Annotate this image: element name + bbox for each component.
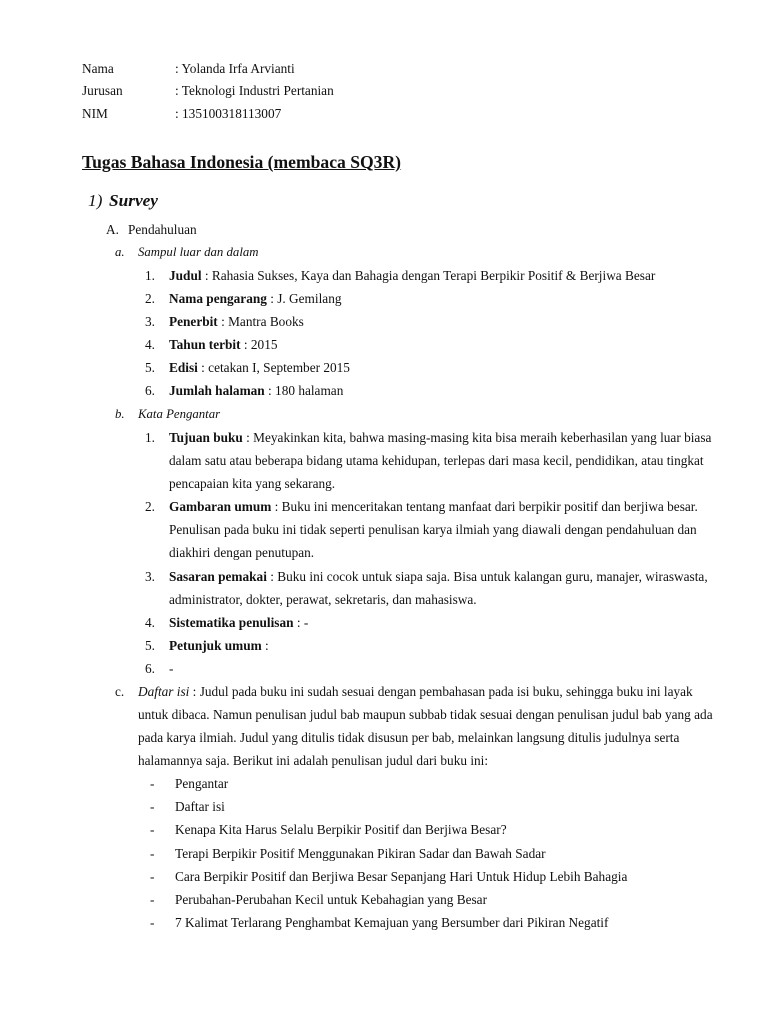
toc-list-item: 7 Kalimat Terlarang Penghambat Kemajuan yang Bersumber dari Pikiran Negatif bbox=[175, 915, 609, 930]
toc-list-item: Cara Berpikir Positif dan Berjiwa Besar Sepanjang Hari Untuk Hidup Lebih Bahagia bbox=[175, 869, 628, 884]
cover-item-number: 6. bbox=[145, 383, 155, 398]
preface-item-value: : bbox=[261, 638, 269, 653]
preface-item-label: Gambaran umum bbox=[169, 499, 272, 514]
toc-list-item: Daftar isi bbox=[175, 799, 225, 814]
cover-item-number: 5. bbox=[145, 360, 155, 375]
nim-label: NIM bbox=[82, 106, 108, 121]
cover-item-number: 4. bbox=[145, 337, 155, 352]
cover-item-label: Judul bbox=[169, 268, 202, 283]
point-b-title: Kata Pengantar bbox=[138, 407, 221, 421]
cover-item bbox=[169, 379, 729, 402]
preface-item bbox=[169, 565, 729, 611]
cover-item-label: Tahun terbit bbox=[169, 337, 241, 352]
cover-item bbox=[169, 310, 729, 333]
toc-list-item: Kenapa Kita Harus Selalu Berpikir Positif dan Berjiwa Besar? bbox=[175, 822, 507, 837]
cover-item-value: : cetakan I, September 2015 bbox=[197, 360, 350, 375]
cover-item-number: 3. bbox=[145, 314, 155, 329]
preface-item bbox=[169, 611, 729, 634]
cover-item-label: Nama pengarang bbox=[169, 291, 267, 306]
bullet-dash: - bbox=[150, 846, 155, 861]
preface-item bbox=[169, 657, 729, 680]
preface-item-number: 2. bbox=[145, 499, 155, 514]
name-label: Nama bbox=[82, 61, 114, 76]
cover-item-value: : J. Gemilang bbox=[266, 291, 342, 306]
name-value: : Yolanda Irfa Arvianti bbox=[175, 61, 295, 76]
preface-item-label: Tujuan buku bbox=[169, 430, 243, 445]
preface-item-number: 6. bbox=[145, 661, 155, 676]
cover-item-label: Jumlah halaman bbox=[169, 383, 265, 398]
bullet-dash: - bbox=[150, 915, 155, 930]
preface-item-label: Sasaran pemakai bbox=[169, 569, 267, 584]
cover-item-number: 1. bbox=[145, 268, 155, 283]
bullet-dash: - bbox=[150, 799, 155, 814]
preface-item-number: 5. bbox=[145, 638, 155, 653]
preface-item bbox=[169, 495, 729, 564]
toc-list-item: Terapi Berpikir Positif Menggunakan Pikiran Sadar dan Bawah Sadar bbox=[175, 846, 546, 861]
toc-text: : Judul pada buku ini sudah sesuai dengan pembahasan pada isi buku, sehingga buku ini layak untuk dibaca. Namun penulisan judul bab maupun subbab tidak sesuai dengan penulisan judul bab yang ada pada karya ilmiah. Judul yang ditulis tidak disusun per bab, melainkan langsung ditulis judulnya serta halamannya saja. Berikut ini adalah penulisan judul dari buku ini: bbox=[138, 684, 713, 768]
bullet-dash: - bbox=[150, 869, 155, 884]
preface-item-value: : - bbox=[293, 615, 309, 630]
cover-item bbox=[169, 333, 729, 356]
major-label: Jurusan bbox=[82, 83, 123, 98]
toc-label: Daftar isi bbox=[138, 684, 190, 699]
toc-list-item: Perubahan-Perubahan Kecil untuk Kebahagian yang Besar bbox=[175, 892, 487, 907]
document-title: Tugas Bahasa Indonesia (membaca SQ3R) bbox=[82, 152, 402, 172]
section-number: 1) bbox=[88, 191, 103, 210]
preface-item-label: Sistematika penulisan bbox=[169, 615, 294, 630]
cover-item bbox=[169, 287, 729, 310]
cover-item-value: : 180 halaman bbox=[264, 383, 344, 398]
cover-item-value: : Rahasia Sukses, Kaya dan Bahagia dengan Terapi Berpikir Positif & Berjiwa Besar bbox=[201, 268, 656, 283]
toc-list-item: Pengantar bbox=[175, 776, 229, 791]
preface-item-number: 4. bbox=[145, 615, 155, 630]
cover-item bbox=[169, 356, 729, 379]
table-of-contents-paragraph bbox=[138, 680, 718, 772]
bullet-dash: - bbox=[150, 892, 155, 907]
major-value: : Teknologi Industri Pertanian bbox=[175, 83, 334, 98]
point-a-marker: a. bbox=[115, 245, 125, 259]
cover-item-label: Penerbit bbox=[169, 314, 218, 329]
point-a-title: Sampul luar dan dalam bbox=[138, 245, 259, 259]
preface-item-value: - bbox=[169, 661, 174, 676]
nim-value: : 135100318113007 bbox=[175, 106, 282, 121]
preface-item-number: 3. bbox=[145, 569, 155, 584]
preface-item-value: : Meyakinkan kita, bahwa masing-masing kita bisa meraih keberhasilan yang luar biasa dalam satu atau beberapa bidang utama kehidupan, terlepas dari masa kecil, pendidikan, atau tingkat pencapaian kita yang sekarang. bbox=[169, 430, 712, 491]
cover-item-label: Edisi bbox=[169, 360, 198, 375]
bullet-dash: - bbox=[150, 822, 155, 837]
subsection-marker: A. bbox=[106, 222, 119, 237]
cover-item bbox=[169, 264, 729, 287]
point-b-marker: b. bbox=[115, 407, 125, 421]
preface-item-value: : Buku ini cocok untuk siapa saja. Bisa untuk kalangan guru, manajer, wiraswasta, administrator, dokter, perawat, sekretaris, dan mahasiswa. bbox=[169, 569, 708, 607]
bullet-dash: - bbox=[150, 776, 155, 791]
preface-item-number: 1. bbox=[145, 430, 155, 445]
cover-item-value: : Mantra Books bbox=[217, 314, 304, 329]
preface-item bbox=[169, 634, 729, 657]
point-c-marker: c. bbox=[115, 684, 125, 699]
subsection-title: Pendahuluan bbox=[128, 222, 197, 237]
preface-item bbox=[169, 426, 729, 495]
cover-item-number: 2. bbox=[145, 291, 155, 306]
preface-item-label: Petunjuk umum bbox=[169, 638, 262, 653]
preface-item-value: : Buku ini menceritakan tentang manfaat dari berpikir positif dan berjiwa besar. Penulisan pada buku ini tidak seperti penulisan karya ilmiah yang diawali dengan pendahuluan dan diakhiri dengan penutupan. bbox=[169, 499, 698, 560]
cover-item-value: : 2015 bbox=[240, 337, 278, 352]
section-title: Survey bbox=[109, 191, 158, 210]
